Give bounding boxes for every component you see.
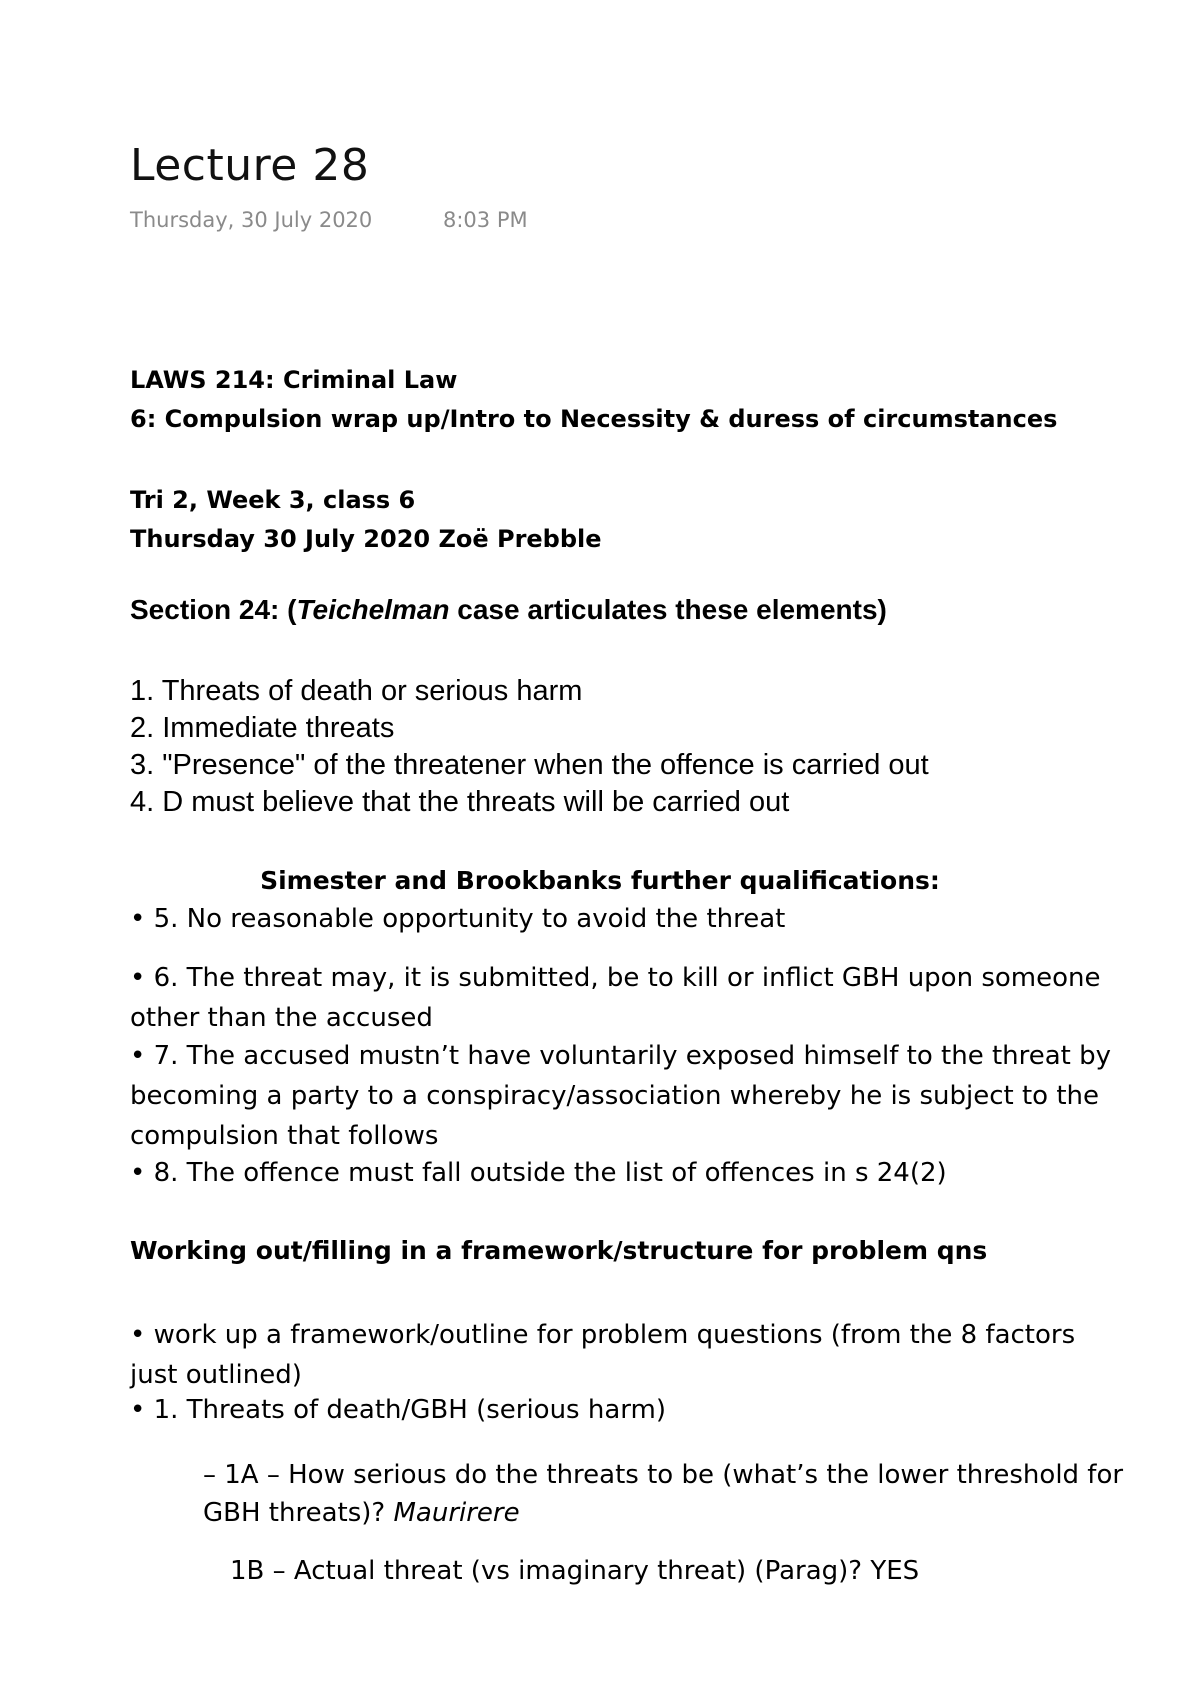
qualification-item: • 8. The offence must fall outside the list of offences in s 24(2): [130, 1158, 947, 1188]
framework-item: • work up a framework/outline for problem questions (from the 8 factors just outlined): [130, 1320, 1076, 1390]
page-title: Lecture 28: [130, 140, 370, 191]
qualification-item: • 6. The threat may, it is submitted, be to kill or inflict GBH upon someone other than the accused: [130, 963, 1101, 1033]
section-heading-prefix: Section 24: (: [130, 594, 297, 625]
element-item: 1. Threats of death or serious harm: [130, 675, 583, 707]
case-name-maurirere: Maurirere: [393, 1498, 520, 1528]
element-item: 4. D must believe that the threats will be carried out: [130, 786, 790, 818]
qualification-item: • 7. The accused mustn’t have voluntarily exposed himself to the threat by becoming a party to a conspiracy/association whereby he is subject to the compulsion that follows: [130, 1041, 1112, 1151]
qualifications-heading: Simester and Brookbanks further qualifications:: [260, 866, 940, 895]
sub-1b-text: 1B – Actual threat (vs imaginary threat) (Parag)? YES: [230, 1556, 920, 1586]
note-time: 8:03 PM: [443, 208, 528, 232]
class-info-line: Tri 2, Week 3, class 6: [130, 486, 416, 514]
framework-heading: Working out/filling in a framework/structure for problem qns: [130, 1236, 988, 1265]
course-topic-line: 6: Compulsion wrap up/Intro to Necessity & duress of circumstances: [130, 405, 1058, 433]
framework-sub-1a: [203, 1456, 1133, 1532]
framework-sub-1b-cutoff: [230, 1556, 920, 1587]
section-24-heading: [130, 594, 887, 626]
section-heading-suffix: case articulates these elements): [449, 594, 887, 625]
case-name-teichelman: Teichelman: [296, 594, 450, 625]
qualification-item: • 5. No reasonable opportunity to avoid the threat: [130, 904, 786, 934]
course-code-line: LAWS 214: Criminal Law: [130, 366, 458, 394]
sub-1a-text: – 1A – How serious do the threats to be (what’s the lower threshold for GBH threats)?: [203, 1460, 1124, 1528]
note-date: Thursday, 30 July 2020: [130, 208, 373, 232]
framework-item: • 1. Threats of death/GBH (serious harm): [130, 1395, 666, 1425]
lecturer-line: Thursday 30 July 2020 Zoë Prebble: [130, 525, 602, 553]
element-item: 2. Immediate threats: [130, 712, 395, 744]
element-item: 3. "Presence" of the threatener when the offence is carried out: [130, 749, 929, 781]
